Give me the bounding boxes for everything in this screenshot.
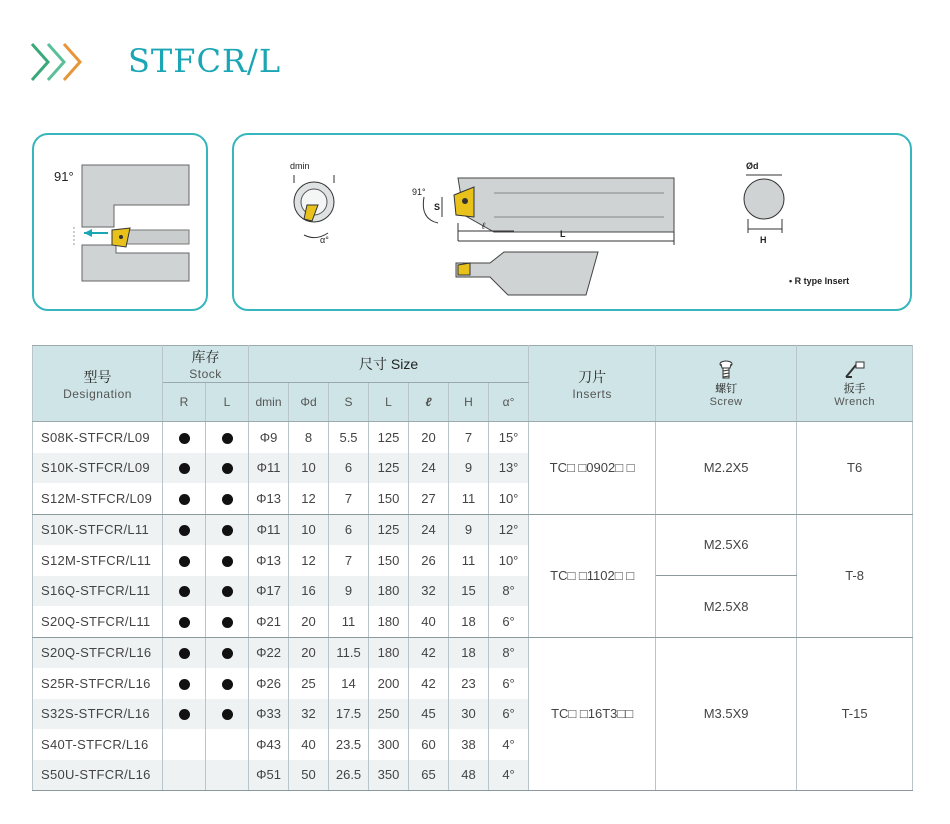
stock-r-cell bbox=[163, 576, 206, 607]
stock-r-cell bbox=[163, 668, 206, 699]
size-h-cell: 15 bbox=[449, 576, 489, 607]
size-a-cell: 13° bbox=[489, 453, 529, 484]
size-header: 尺寸 Size bbox=[249, 346, 529, 383]
col-l: L bbox=[206, 383, 249, 422]
size-d-cell: 40 bbox=[289, 729, 329, 760]
in-stock-dot-icon bbox=[179, 617, 190, 628]
stock-header: 库存 Stock bbox=[163, 346, 249, 383]
in-stock-dot-icon bbox=[222, 617, 233, 628]
l-small-label: ℓ bbox=[482, 221, 485, 231]
page-title: STFCR/L bbox=[128, 42, 282, 80]
col-small-l: ℓ bbox=[409, 383, 449, 422]
size-L-cell: 250 bbox=[369, 699, 409, 730]
in-stock-dot-icon bbox=[179, 648, 190, 659]
size-s-cell: 6 bbox=[329, 453, 369, 484]
size-d-cell: 20 bbox=[289, 637, 329, 668]
boring-angle-diagram-panel bbox=[32, 133, 208, 311]
angle-91-side-label: 91° bbox=[412, 187, 426, 197]
size-L-cell: 150 bbox=[369, 483, 409, 514]
designation-cell: S16Q-STFCR/L11 bbox=[33, 576, 163, 607]
size-dmin-cell: Φ17 bbox=[249, 576, 289, 607]
col-d: Φd bbox=[289, 383, 329, 422]
insert-cell: TC□ □16T3□□ bbox=[529, 637, 656, 791]
stock-l-cell bbox=[206, 514, 249, 545]
r-type-insert-note: • R type Insert bbox=[789, 276, 850, 286]
designation-cell: S32S-STFCR/L16 bbox=[33, 699, 163, 730]
size-s-cell: 6 bbox=[329, 514, 369, 545]
size-s-cell: 23.5 bbox=[329, 729, 369, 760]
size-a-cell: 4° bbox=[489, 729, 529, 760]
stock-l-cell bbox=[206, 483, 249, 514]
size-L-cell: 125 bbox=[369, 514, 409, 545]
screw-cell: M2.2X5 bbox=[656, 422, 797, 515]
size-d-cell: 12 bbox=[289, 545, 329, 576]
size-h-cell: 38 bbox=[449, 729, 489, 760]
col-alpha: α° bbox=[489, 383, 529, 422]
size-lsmall-cell: 32 bbox=[409, 576, 449, 607]
insert-cell: TC□ □1102□ □ bbox=[529, 514, 656, 637]
in-stock-dot-icon bbox=[179, 433, 190, 444]
size-d-cell: 32 bbox=[289, 699, 329, 730]
size-L-cell: 300 bbox=[369, 729, 409, 760]
size-s-cell: 5.5 bbox=[329, 422, 369, 453]
in-stock-dot-icon bbox=[179, 679, 190, 690]
in-stock-dot-icon bbox=[179, 709, 190, 720]
size-d-cell: 10 bbox=[289, 514, 329, 545]
size-dmin-cell: Φ13 bbox=[249, 545, 289, 576]
in-stock-dot-icon bbox=[222, 556, 233, 567]
size-a-cell: 15° bbox=[489, 422, 529, 453]
size-a-cell: 10° bbox=[489, 545, 529, 576]
size-h-cell: 9 bbox=[449, 453, 489, 484]
col-h: H bbox=[449, 383, 489, 422]
size-a-cell: 6° bbox=[489, 668, 529, 699]
table-row bbox=[33, 422, 913, 453]
screw-icon bbox=[718, 360, 734, 380]
stock-r-cell bbox=[163, 699, 206, 730]
in-stock-dot-icon bbox=[179, 586, 190, 597]
stock-r-cell bbox=[163, 483, 206, 514]
size-s-cell: 11.5 bbox=[329, 637, 369, 668]
size-d-cell: 25 bbox=[289, 668, 329, 699]
size-lsmall-cell: 60 bbox=[409, 729, 449, 760]
size-s-cell: 26.5 bbox=[329, 760, 369, 791]
size-h-cell: 18 bbox=[449, 606, 489, 637]
size-L-cell: 200 bbox=[369, 668, 409, 699]
size-s-cell: 14 bbox=[329, 668, 369, 699]
designation-cell: S20Q-STFCR/L16 bbox=[33, 637, 163, 668]
size-lsmall-cell: 45 bbox=[409, 699, 449, 730]
size-dmin-cell: Φ43 bbox=[249, 729, 289, 760]
designation-header: 型号 Designation bbox=[33, 346, 163, 422]
size-a-cell: 10° bbox=[489, 483, 529, 514]
tool-dimension-diagram-panel bbox=[232, 133, 912, 311]
in-stock-dot-icon bbox=[222, 709, 233, 720]
size-h-cell: 48 bbox=[449, 760, 489, 791]
stock-l-cell bbox=[206, 668, 249, 699]
size-lsmall-cell: 65 bbox=[409, 760, 449, 791]
designation-cell: S20Q-STFCR/L11 bbox=[33, 606, 163, 637]
table-row bbox=[33, 576, 913, 607]
insert-cell: TC□ □0902□ □ bbox=[529, 422, 656, 515]
designation-cell: S10K-STFCR/L09 bbox=[33, 453, 163, 484]
size-a-cell: 6° bbox=[489, 699, 529, 730]
size-d-cell: 50 bbox=[289, 760, 329, 791]
size-lsmall-cell: 42 bbox=[409, 668, 449, 699]
size-L-cell: 180 bbox=[369, 606, 409, 637]
h-label: H bbox=[760, 235, 767, 245]
size-h-cell: 18 bbox=[449, 637, 489, 668]
dmin-label: dmin bbox=[290, 161, 310, 171]
size-lsmall-cell: 42 bbox=[409, 637, 449, 668]
col-s: S bbox=[329, 383, 369, 422]
size-d-cell: 20 bbox=[289, 606, 329, 637]
col-r: R bbox=[163, 383, 206, 422]
chevron-logo-icon bbox=[28, 40, 92, 84]
size-h-cell: 30 bbox=[449, 699, 489, 730]
in-stock-dot-icon bbox=[222, 463, 233, 474]
in-stock-dot-icon bbox=[222, 494, 233, 505]
size-d-cell: 10 bbox=[289, 453, 329, 484]
stock-l-cell bbox=[206, 576, 249, 607]
designation-cell: S08K-STFCR/L09 bbox=[33, 422, 163, 453]
stock-l-cell bbox=[206, 453, 249, 484]
in-stock-dot-icon bbox=[222, 586, 233, 597]
designation-cell: S40T-STFCR/L16 bbox=[33, 729, 163, 760]
size-dmin-cell: Φ22 bbox=[249, 637, 289, 668]
stock-l-cell bbox=[206, 422, 249, 453]
size-lsmall-cell: 24 bbox=[409, 453, 449, 484]
size-h-cell: 11 bbox=[449, 545, 489, 576]
workpiece-diagram bbox=[34, 135, 206, 309]
size-dmin-cell: Φ11 bbox=[249, 514, 289, 545]
in-stock-dot-icon bbox=[222, 679, 233, 690]
size-d-cell: 16 bbox=[289, 576, 329, 607]
size-lsmall-cell: 24 bbox=[409, 514, 449, 545]
wrench-cell: T6 bbox=[797, 422, 913, 515]
designation-cell: S25R-STFCR/L16 bbox=[33, 668, 163, 699]
table-row bbox=[33, 514, 913, 545]
l-label: L bbox=[560, 229, 566, 239]
stock-l-cell bbox=[206, 606, 249, 637]
size-dmin-cell: Φ13 bbox=[249, 483, 289, 514]
in-stock-dot-icon bbox=[179, 556, 190, 567]
stock-r-cell bbox=[163, 606, 206, 637]
size-dmin-cell: Φ51 bbox=[249, 760, 289, 791]
stock-r-cell bbox=[163, 453, 206, 484]
inserts-header: 刀片 Inserts bbox=[529, 346, 656, 422]
size-lsmall-cell: 40 bbox=[409, 606, 449, 637]
size-lsmall-cell: 26 bbox=[409, 545, 449, 576]
size-h-cell: 23 bbox=[449, 668, 489, 699]
alpha-label: α° bbox=[320, 235, 329, 245]
screw-cell: M2.5X8 bbox=[656, 576, 797, 638]
size-h-cell: 7 bbox=[449, 422, 489, 453]
size-a-cell: 8° bbox=[489, 637, 529, 668]
size-a-cell: 6° bbox=[489, 606, 529, 637]
size-dmin-cell: Φ11 bbox=[249, 453, 289, 484]
designation-cell: S12M-STFCR/L11 bbox=[33, 545, 163, 576]
stock-r-cell bbox=[163, 545, 206, 576]
wrench-cell: T-15 bbox=[797, 637, 913, 791]
size-h-cell: 11 bbox=[449, 483, 489, 514]
designation-cell: S10K-STFCR/L11 bbox=[33, 514, 163, 545]
table-row bbox=[33, 637, 913, 668]
size-s-cell: 17.5 bbox=[329, 699, 369, 730]
size-L-cell: 180 bbox=[369, 576, 409, 607]
angle-91-label: 91° bbox=[54, 169, 74, 184]
size-dmin-cell: Φ21 bbox=[249, 606, 289, 637]
size-a-cell: 8° bbox=[489, 576, 529, 607]
size-dmin-cell: Φ26 bbox=[249, 668, 289, 699]
od-label: Ød bbox=[746, 161, 759, 171]
stock-l-cell bbox=[206, 699, 249, 730]
col-dmin: dmin bbox=[249, 383, 289, 422]
wrench-icon bbox=[842, 360, 868, 380]
size-d-cell: 8 bbox=[289, 422, 329, 453]
screw-cell: M2.5X6 bbox=[656, 514, 797, 576]
stock-l-cell bbox=[206, 637, 249, 668]
size-s-cell: 7 bbox=[329, 483, 369, 514]
size-dmin-cell: Φ9 bbox=[249, 422, 289, 453]
designation-cell: S50U-STFCR/L16 bbox=[33, 760, 163, 791]
stock-r-cell bbox=[163, 637, 206, 668]
spec-table bbox=[32, 345, 913, 791]
screw-cell: M3.5X9 bbox=[656, 637, 797, 791]
size-a-cell: 4° bbox=[489, 760, 529, 791]
stock-r-cell bbox=[163, 422, 206, 453]
stock-r-cell bbox=[163, 729, 206, 760]
stock-l-cell bbox=[206, 729, 249, 760]
in-stock-dot-icon bbox=[222, 648, 233, 659]
size-lsmall-cell: 20 bbox=[409, 422, 449, 453]
screw-header: 螺钉 Screw bbox=[656, 346, 797, 422]
size-s-cell: 11 bbox=[329, 606, 369, 637]
col-big-l: L bbox=[369, 383, 409, 422]
in-stock-dot-icon bbox=[179, 463, 190, 474]
size-L-cell: 150 bbox=[369, 545, 409, 576]
size-L-cell: 180 bbox=[369, 637, 409, 668]
size-s-cell: 7 bbox=[329, 545, 369, 576]
stock-l-cell bbox=[206, 760, 249, 791]
wrench-cell: T-8 bbox=[797, 514, 913, 637]
in-stock-dot-icon bbox=[222, 525, 233, 536]
in-stock-dot-icon bbox=[179, 494, 190, 505]
in-stock-dot-icon bbox=[222, 433, 233, 444]
size-L-cell: 125 bbox=[369, 453, 409, 484]
size-s-cell: 9 bbox=[329, 576, 369, 607]
size-h-cell: 9 bbox=[449, 514, 489, 545]
stock-r-cell bbox=[163, 760, 206, 791]
size-L-cell: 350 bbox=[369, 760, 409, 791]
wrench-header: 扳手 Wrench bbox=[797, 346, 913, 422]
size-dmin-cell: Φ33 bbox=[249, 699, 289, 730]
stock-r-cell bbox=[163, 514, 206, 545]
designation-cell: S12M-STFCR/L09 bbox=[33, 483, 163, 514]
size-d-cell: 12 bbox=[289, 483, 329, 514]
size-lsmall-cell: 27 bbox=[409, 483, 449, 514]
in-stock-dot-icon bbox=[179, 525, 190, 536]
s-label: S bbox=[434, 202, 441, 212]
stock-l-cell bbox=[206, 545, 249, 576]
size-L-cell: 125 bbox=[369, 422, 409, 453]
size-a-cell: 12° bbox=[489, 514, 529, 545]
